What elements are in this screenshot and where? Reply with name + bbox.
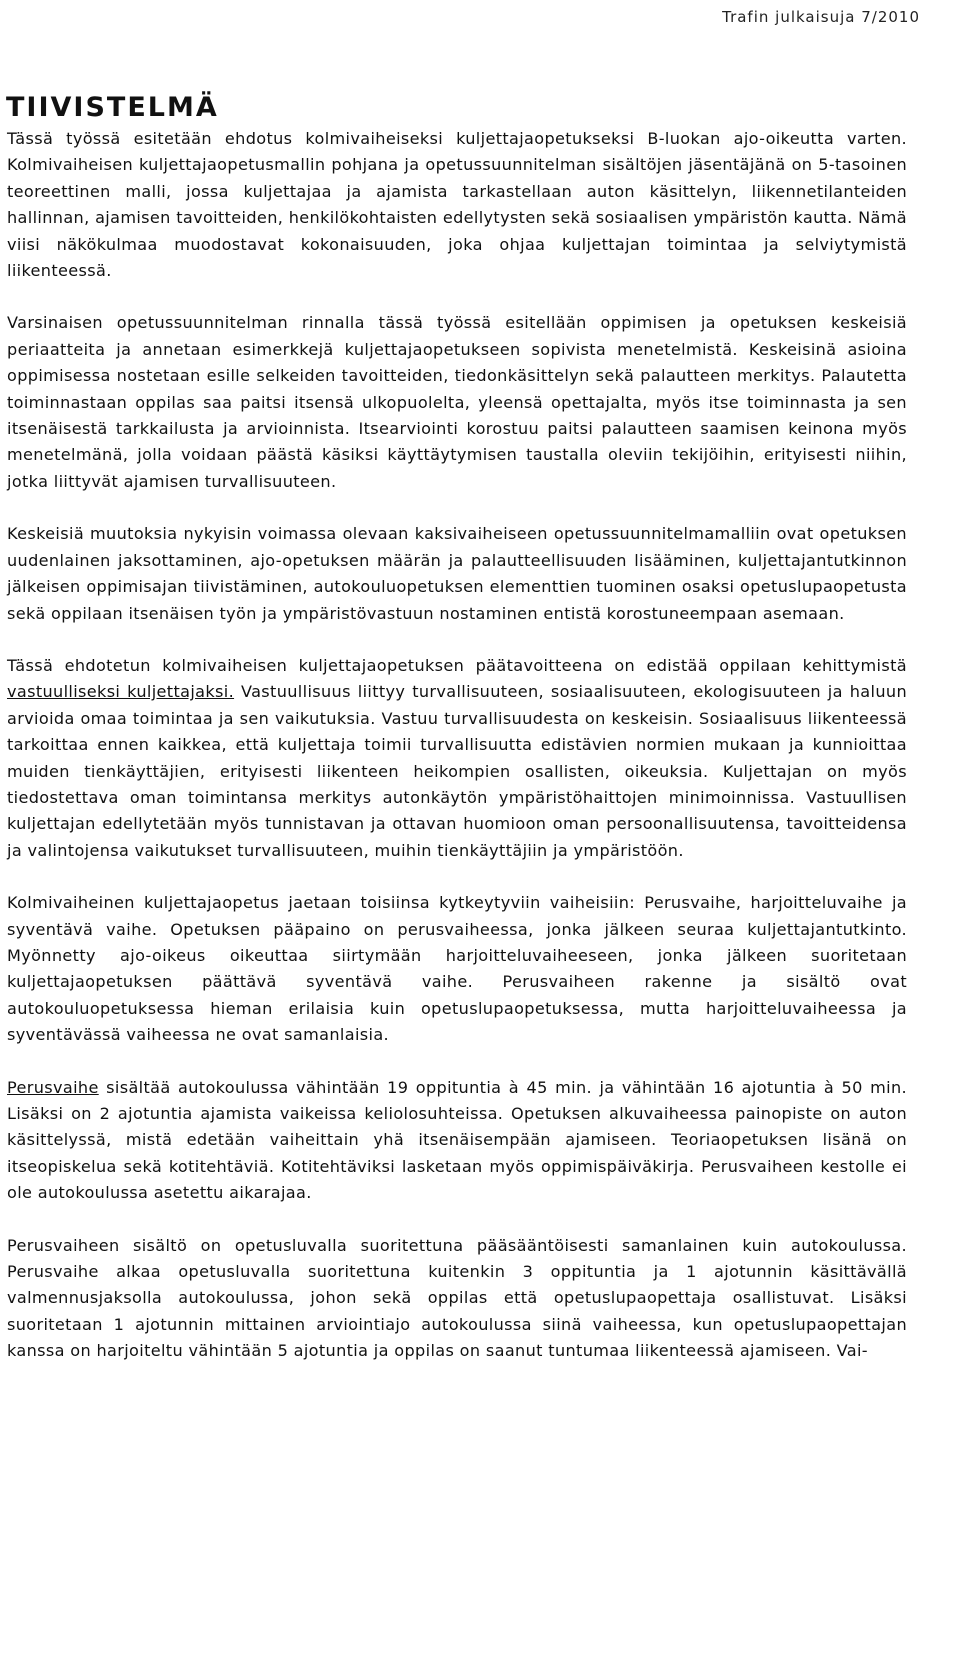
summary-body (7, 126, 907, 1391)
paragraph-4-lead: Tässä ehdotetun kolmivaiheisen kuljettajaopetuksen päätavoitteena on edistää oppilaan kehittymistä (7, 655, 907, 675)
paragraph-3: Keskeisiä muutoksia nykyisin voimassa olevaan kaksivaiheiseen opetussuunnitelmamalliin ovat opetuksen uudenlainen jaksottaminen, ajo-opetuksen määrän ja palautteellisuuden lisääminen, kuljettajantutkinnon jälkeisen oppimisajan tiivistäminen, autokouluopetuksen elementtien tuominen osaksi opetuslupaopetusta sekä oppilaan itsenäisen työn ja ympäristövastuun nostaminen entistä korostuneempaan asemaan. (7, 524, 907, 623)
paragraph-6 (7, 1075, 907, 1207)
underlined-term-basic-phase: Perusvaihe (7, 1077, 99, 1097)
running-header: Trafin julkaisuja 7/2010 (722, 8, 920, 26)
paragraph-4-rest: Vastuullisuus liittyy turvallisuuteen, sosiaalisuuteen, ekologisuuteen ja haluun arvioida omaa toimintaa ja sen vaikutuksia. Vastuu turvallisuudesta on keskeisin. Sosiaalisuus liikenteessä tarkoittaa ennen kaikkea, että kuljettaja toimii turvallisuutta edistävien normien mukaan ja kunnioittaa muiden tienkäyttäjien, erityisesti liikenteen heikompien osallisten, oikeuksia. Kuljettajan on myös tiedostettava oman toimintansa merkitys autonkäytön ympäristöhaittojen minimoinnissa. Vastuullisen kuljettajan edellytetään myös tunnistavan ja ottavan huomioon oman persoonallisuutensa, tavoitteidensa ja valintojensa vaikutukset turvallisuuteen, muihin tienkäyttäjiin ja ympäristöön. (7, 682, 907, 860)
paragraph-1: Tässä työssä esitetään ehdotus kolmivaiheiseksi kuljettajaopetukseksi B-luokan ajo-oikeutta varten. Kolmivaiheisen kuljettajaopetusmallin pohjana ja opetussuunnitelman sisältöjen jäsentäjänä on 5-tasoinen teoreettinen malli, jossa kuljettajaa ja ajamista tarkastellaan auton käsittelyn, liikennetilanteiden hallinnan, ajamisen tavoitteiden, henkilökohtaisten edellytysten sekä sosiaalisen ympäristön kautta. Nämä viisi näkökulmaa muodostavat kokonaisuuden, joka ohjaa kuljettajan toimintaa ja selviytymistä liikenteessä. (7, 129, 907, 281)
page-title: TIIVISTELMÄ (6, 92, 219, 123)
underlined-term-responsible-driver: vastuulliseksi kuljettajaksi. (7, 682, 235, 702)
paragraph-4 (7, 653, 907, 864)
paragraph-6-rest: sisältää autokoulussa vähintään 19 oppituntia à 45 min. ja vähintään 16 ajotuntia à 50 min. Lisäksi on 2 ajotuntia ajamista vaikeissa keliolosuhteissa. Opetuksen alkuvaiheessa painopiste on auton käsittelyssä, mistä edetään vaiheittain yhä itsenäisempään ajamiseen. Teoriaopetuksen lisänä on itseopiskelua sekä kotitehtäviä. Kotitehtäviksi lasketaan myös oppimispäiväkirja. Perusvaiheen kestolle ei ole autokoulussa asetettu aikarajaa. (7, 1077, 907, 1203)
paragraph-5: Kolmivaiheinen kuljettajaopetus jaetaan toisiinsa kytkeytyviin vaiheisiin: Perusvaihe, harjoitteluvaihe ja syventävä vaihe. Opetuksen pääpaino on perusvaiheessa, jonka jälkeen seuraa kuljettajantutkinto. Myönnetty ajo-oikeus oikeuttaa siirtymään harjoitteluvaiheeseen, jonka jälkeen suoritetaan kuljettajaopetuksen päättävä syventävä vaihe. Perusvaiheen rakenne ja sisältö ovat autokouluopetuksessa hieman erilaisia kuin opetuslupaopetuksessa, mutta harjoitteluvaiheessa ja syventävässä vaiheessa ne ovat samanlaisia. (7, 893, 907, 1045)
paragraph-2: Varsinaisen opetussuunnitelman rinnalla tässä työssä esitellään oppimisen ja opetuksen keskeisiä periaatteita ja annetaan esimerkkejä kuljettajaopetukseen sopivista menetelmistä. Keskeisinä asioina oppimisessa nostetaan esille selkeiden tavoitteiden, tiedonkäsittelyn sekä palautteen merkitys. Palautetta toiminnastaan oppilas saa paitsi itsensä ulkopuolelta, yleensä opettajalta, myös itse toiminnasta ja sen itsenäisestä tarkkailusta ja arvioinnista. Itsearviointi korostuu paitsi palautteen saamisen keinona myös menetelmänä, jolla voidaan päästä käsiksi käyttäytymisen taustalla oleviin tekijöihin, erityisesti niihin, jotka liittyvät ajamisen turvallisuuteen. (7, 313, 907, 491)
paragraph-7: Perusvaiheen sisältö on opetusluvalla suoritettuna pääsääntöisesti samanlainen kuin autokoulussa. Perusvaihe alkaa opetusluvalla suoritettuna kuitenkin 3 oppituntia ja 1 ajotunnin käsittävällä valmennusjaksolla autokoulussa, johon sekä oppilas että opetuslupaopettaja osallistuvat. Lisäksi suoritetaan 1 ajotunnin mittainen arviointiajo autokoulussa siinä vaiheessa, kun opetuslupaopettajan kanssa on harjoiteltu vähintään 5 ajotuntia ja oppilas on saanut tuntumaa liikenteessä ajamiseen. Vai- (7, 1235, 907, 1361)
